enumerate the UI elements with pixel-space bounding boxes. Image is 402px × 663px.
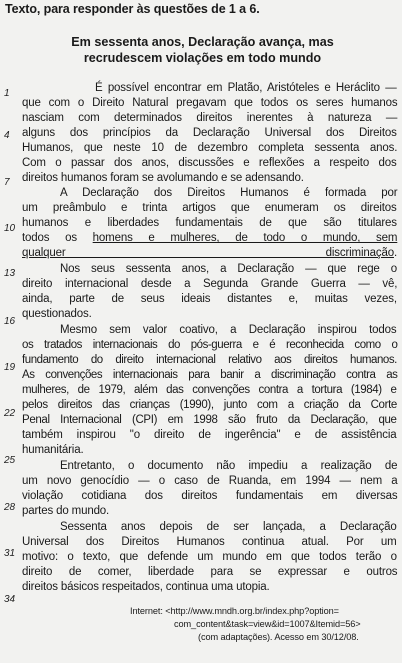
- text-line: fundamento do direito internacional relativo aos direitos humanos.: [22, 354, 397, 366]
- text-line: mulheres, de 1979, além das convenções contra a tortura (1984) e: [22, 384, 397, 396]
- line-number: 31: [4, 548, 16, 559]
- text-line: também inspirou "o direito de ingerência" e de assistência: [22, 429, 397, 441]
- text-line: Penal Internacional (CPI) em 1998 são fruto da Declaração, que: [22, 414, 397, 426]
- line-number: 19: [4, 362, 16, 373]
- underlined-phrase-continued: qualquer discriminação: [22, 247, 394, 259]
- text-line: Sessenta anos depois de ser lançada, a Declaração: [60, 521, 397, 533]
- text-line: violação cotidiana dos direitos fundamentais em diversas: [22, 490, 398, 502]
- text-line: um preâmbulo e trinta artigos que enumeram os direitos: [22, 202, 397, 214]
- text-line: nasciam com determinados direitos inerentes à natureza —: [22, 112, 398, 124]
- text-line: questionados.: [22, 308, 92, 320]
- line-number: 7: [4, 177, 10, 188]
- text-line: Humanos, que neste 10 de dezembro completa sessenta anos.: [22, 142, 398, 154]
- text-line: As convenções internacionais para banir a discriminação contra as: [22, 369, 398, 381]
- line-number: 28: [4, 502, 16, 513]
- text-line: Nos seus sessenta anos, a Declaração — que rege o: [60, 263, 397, 275]
- text-line: É possível encontrar em Platão, Aristóteles e Heráclito —: [95, 82, 397, 94]
- text-line: direitos humanos foram se avolumando e se adensando.: [22, 172, 304, 184]
- text-line: pelos direitos das crianças (1990), junto com a criação da Corte: [22, 399, 397, 411]
- text-line: um novo genocídio — o caso de Ruanda, em 1994 — nem a: [22, 475, 398, 487]
- text-line: [22, 231, 397, 245]
- text-segment: .: [393, 247, 398, 259]
- article-title-line-2: recrudescem violações em todo mundo: [83, 51, 322, 65]
- text-line: direitos básicos respeitados, continua uma utopia.: [22, 581, 270, 593]
- line-number: 1: [4, 88, 10, 99]
- line-number: 10: [4, 223, 16, 234]
- line-number: 22: [4, 408, 16, 419]
- text-line: direito internacional desde a Segunda Grande Guerra — vê,: [22, 278, 398, 290]
- line-number: 13: [4, 268, 16, 279]
- text-line: direito de comer, liberdade para se expressar e outros: [22, 566, 398, 578]
- text-line: Com o passar dos anos, discussões e reflexões a respeito dos: [22, 157, 397, 169]
- text-line: motivo: o texto, que defende um mundo em que todos terão o: [22, 551, 397, 563]
- line-number: 4: [4, 130, 10, 141]
- text-line: humanitária.: [22, 444, 84, 456]
- text-line: Mesmo sem valor coativo, a Declaração inspirou todos: [60, 324, 397, 336]
- source-citation-line-2: com_content&task=view&id=1007&Itemid=56>: [174, 619, 361, 629]
- line-number: 34: [4, 594, 16, 605]
- section-heading: Texto, para responder às questões de 1 a 6.: [5, 2, 260, 16]
- article-title-line-1: Em sessenta anos, Declaração avança, mas: [71, 35, 334, 49]
- text-line: Entretanto, o documento não impediu a realização de: [60, 460, 398, 472]
- text-line: que com o Direito Natural pregavam que todos os seres humanos: [22, 97, 398, 109]
- underlined-phrase: homens e mulheres, de todo o mundo, sem: [92, 232, 398, 244]
- source-citation-line-3: (com adaptações). Acesso em 30/12/08.: [198, 632, 359, 642]
- text-line: ainda, parte de seus ideais distantes e, muitas vezes,: [22, 293, 397, 305]
- line-number: 16: [4, 316, 16, 327]
- text-line: Universal dos Direitos Humanos continua atual. Por um: [22, 536, 397, 548]
- line-number: 25: [4, 455, 16, 466]
- text-line: [22, 246, 397, 260]
- text-line: partes do mundo.: [22, 505, 110, 517]
- text-line: A Declaração dos Direitos Humanos é formada por: [60, 187, 398, 199]
- text-segment: todos os: [22, 232, 93, 244]
- text-line: humanos e liberdades fundamentais de que são titulares: [22, 217, 397, 229]
- source-citation-line-1: Internet: <http://www.mndh.org.br/index.php?option=: [130, 606, 339, 616]
- text-line: os tratados internacionais do pós-guerra e é reconhecida como o: [22, 339, 398, 351]
- text-line: alguns dos princípios da Declaração Universal dos Direitos: [22, 127, 397, 139]
